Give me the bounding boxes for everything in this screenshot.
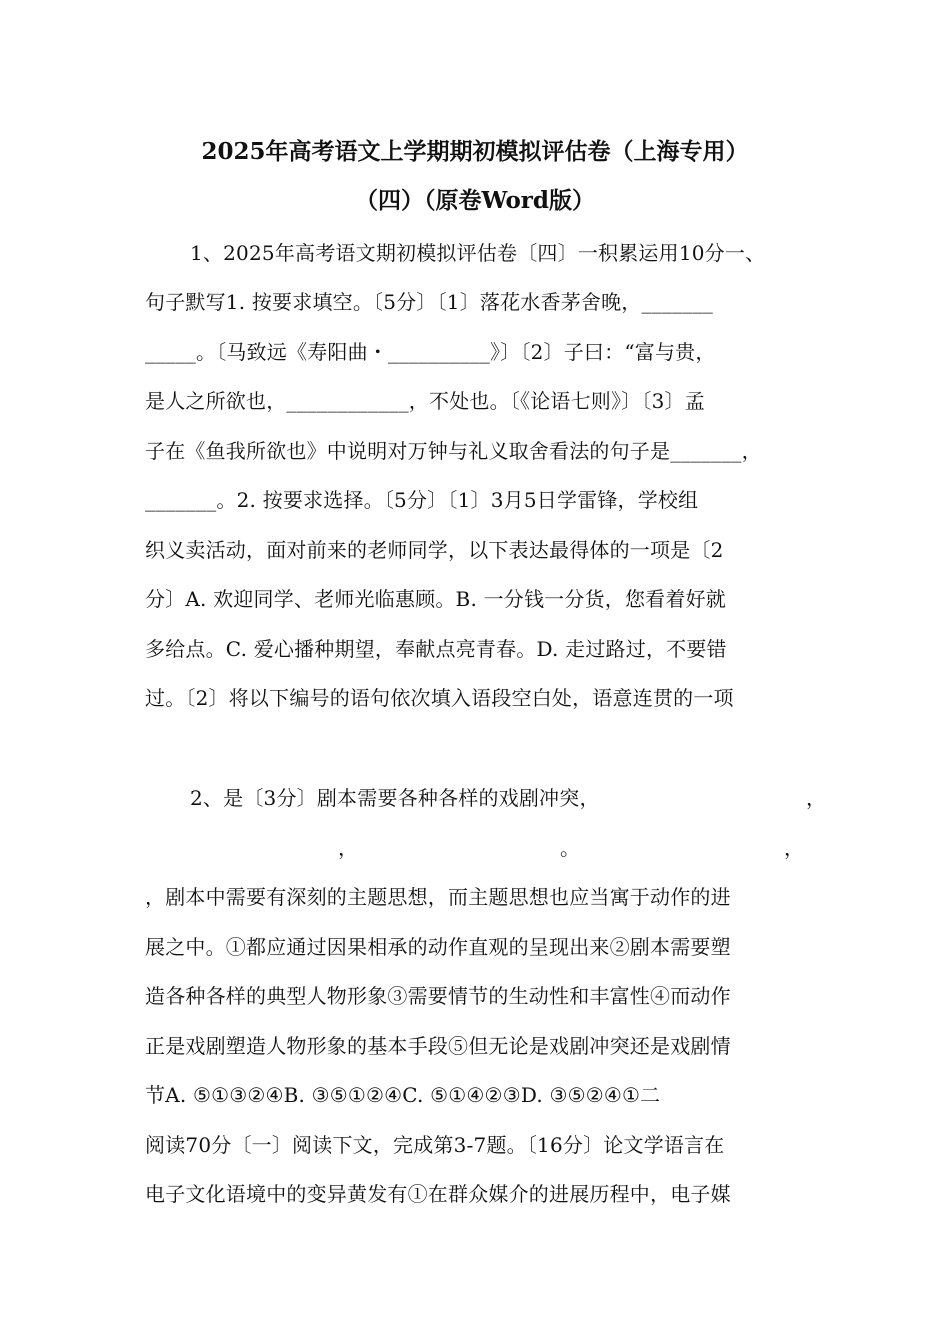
text-line-7: 织义卖活动，面对前来的老师同学，以下表达最得体的一项是〔2 <box>145 538 724 562</box>
text-line-12: ，剧本中需要有深刻的主题思想，而主题思想也应当寓于动作的进 <box>145 885 731 909</box>
text-line-6: _______。2. 按要求选择。〔5分〕〔1〕3月5日学雷锋，学校组 <box>145 488 699 512</box>
text-line-5: 子在《鱼我所欲也》中说明对万钟与礼义取舍看法的句子是_______， <box>145 439 762 463</box>
text-line-17: 阅读70分〔一〕阅读下文，完成第3-7题。〔16分〕论文学语言在 <box>145 1133 725 1157</box>
text-line-9: 多给点。C. 爱心播种期望，奉献点亮青春。D. 走过路过，不要错 <box>145 637 727 661</box>
text-line-18: 电子文化语境中的变异黄发有①在群众媒介的进展历程中，电子媒 <box>145 1182 731 1206</box>
document-title-line-2: （四）（原卷Word版） <box>355 187 595 214</box>
text-line-16: 节A. ⑤①③②④B. ③⑤①②④C. ⑤①④②③D. ③⑤②④①二 <box>145 1083 661 1107</box>
text-line-15: 正是戏剧塑造人物形象的基本手段⑤但无论是戏剧冲突还是戏剧情 <box>145 1034 731 1058</box>
blank-mark-comma-a: ， <box>338 836 358 860</box>
text-line-14: 造各种各样的典型人物形象③需要情节的生动性和丰富性④而动作 <box>145 984 731 1008</box>
text-line-4: 是人之所欲也，____________，不处也。〔《论语七则》〕〔3〕孟 <box>145 389 705 413</box>
text-line-13: 展之中。①都应通过因果相承的动作直观的呈现出来②剧本需要塑 <box>145 935 731 959</box>
text-line-3: _____。〔马致远《寿阳曲・__________》〕〔2〕子曰：“富与贵， <box>145 340 716 364</box>
text-line-1: 1、2025年高考语文期初模拟评估卷〔四〕一积累运用10分一、 <box>190 241 766 265</box>
text-line-2: 句子默写1. 按要求填空。〔5分〕〔1〕落花水香茅舍晚，_______ <box>145 290 713 314</box>
document-title-line-1: 2025年高考语文上学期期初模拟评估卷（上海专用） <box>201 138 749 165</box>
blank-mark-line-11: ， <box>806 786 826 810</box>
blank-mark-period: 。 <box>560 836 580 860</box>
text-line-10: 过。〔2〕将以下编号的语句依次填入语段空白处，语意连贯的一项 <box>145 686 734 710</box>
blank-mark-comma-b: ， <box>784 836 804 860</box>
text-line-8: 分〕A. 欢迎同学、老师光临惠顾。B. 一分钱一分货，您看着好就 <box>145 587 726 611</box>
text-line-11: 2、是〔3分〕剧本需要各种各样的戏剧冲突， <box>190 786 600 810</box>
